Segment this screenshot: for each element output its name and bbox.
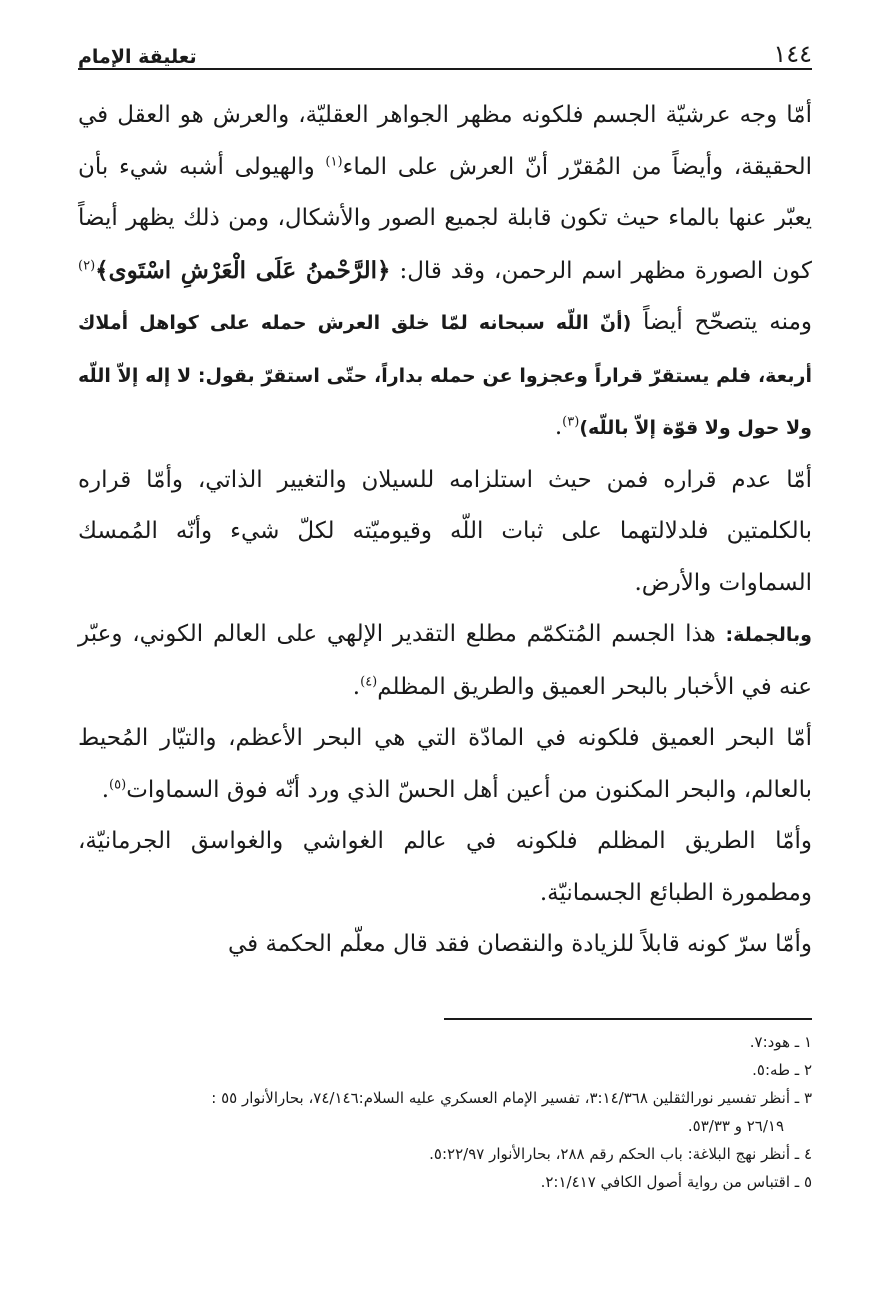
- footnote-3-continued: ٢٦/١٩ و ٥٣/٣٣.: [687, 1117, 784, 1135]
- page-header: [78, 28, 812, 70]
- running-title: تعليقة الإمام: [78, 46, 197, 68]
- footnote-5: ٥ ـ اقتباس من رواية أصول الكافي ٢:١/٤١٧.: [540, 1173, 812, 1191]
- page-number: ١٤٤: [773, 40, 812, 68]
- footnote-ref-5[interactable]: (٥): [109, 776, 127, 792]
- quran-verse: ﴿الرَّحْمنُ عَلَى الْعَرْشِ اسْتَوى﴾: [95, 256, 391, 284]
- paragraph-1: أمّا وجه عرشيّة الجسم فلكونه مظهر الجواهر العقليّة، والعرش هو العقل في الحقيقة، وأيضاً من المُقرّر أنّ العرش على الماء$^{(١)}$ والهيولى أشبه شيء بأن يعبّر عنها بالماء حيث تكون قابلة لجميع الصور والأشكال، ومن ذلك يظهر أيضاً كون الصورة مظهر اسم الرحمن، وقد قال: ﴿الرَّحْمنُ عَلَى الْعَرْشِ اسْتَوى﴾$^{(٢)}$ ومنه يتصحّح أيضاً (أنّ اللّه سبحانه لمّا خلق العرش حمله على كواهل أملاك أربعة، فلم يستقرّ قراراً وعجزوا عن حمله بداراً، حتّى استقرّ بقول: لا إله إلاّ اللّه ولا حول ولا قوّة إلاّ باللّه)$^{(٣)}$.: [78, 102, 813, 440]
- paragraph-6: وأمّا سرّ كونه قابلاً للزيادة والنقصان فقد قال معلّم الحكمة في: [227, 931, 812, 957]
- footnote-ref-1[interactable]: (١): [325, 153, 343, 169]
- footnote-ref-3[interactable]: (٣): [562, 414, 580, 430]
- footnotes: [78, 1028, 812, 1196]
- paragraph-2: أمّا عدم قراره فمن حيث استلزامه للسيلان والتغيير الذاتي، وأمّا قراره بالكلمتين فلدلالتهما على ثبات اللّه وقيوميّته لكلّ شيء وأنّه المُمسك السماوات والأرض.: [78, 466, 812, 596]
- main-text: [78, 90, 812, 971]
- paragraph-3: وبالجملة: هذا الجسم المُتكمّم مطلع التقدير الإلهي على العالم الكوني، وعبّر عنه في الأخبار بالبحر العميق والطريق المظلم$^{(٤)}$.: [78, 621, 812, 700]
- footnote-2: ٢ ـ طه:٥.: [752, 1061, 812, 1079]
- lead-word: وبالجملة:: [725, 624, 812, 646]
- footnote-ref-4[interactable]: (٤): [360, 673, 378, 689]
- footnote-ref-2[interactable]: (٢): [78, 257, 96, 273]
- hadith-quote: (أنّ اللّه سبحانه لمّا خلق العرش حمله على كواهل أملاك أربعة، فلم يستقرّ قراراً وعجزوا عن حمله بداراً، حتّى استقرّ بقول: لا إله إلاّ اللّه ولا حول ولا قوّة إلاّ باللّه): [78, 312, 812, 439]
- paragraph-4: أمّا البحر العميق فلكونه في المادّة التي هي البحر الأعظم، والتيّار المُحيط بالعالم، والبحر المكنون من أعين أهل الحسّ الذي ورد أنّه فوق السماوات$^{(٥)}$.: [78, 725, 812, 803]
- footnote-divider: [444, 1018, 812, 1020]
- footnote-3: ٣ ـ أنظر تفسير نورالثقلين ٣:١٤/٣٦٨، تفسير الإمام العسكري عليه السلام:٧٤/١٤٦، بحارالأنوار ٥٥ :: [211, 1089, 812, 1107]
- book-page: [78, 28, 813, 1191]
- footnote-1: ١ ـ هود:٧.: [749, 1033, 812, 1051]
- footnote-4: ٤ ـ أنظر نهج البلاغة: باب الحكم رقم ٢٨٨، بحارالأنوار ٥:٢٢/٩٧.: [429, 1145, 812, 1163]
- paragraph-5: وأمّا الطريق المظلم فلكونه في عالم الغواشي والغواسق الجرمانيّة، ومطمورة الطبائع الجسمانيّة.: [78, 828, 812, 906]
